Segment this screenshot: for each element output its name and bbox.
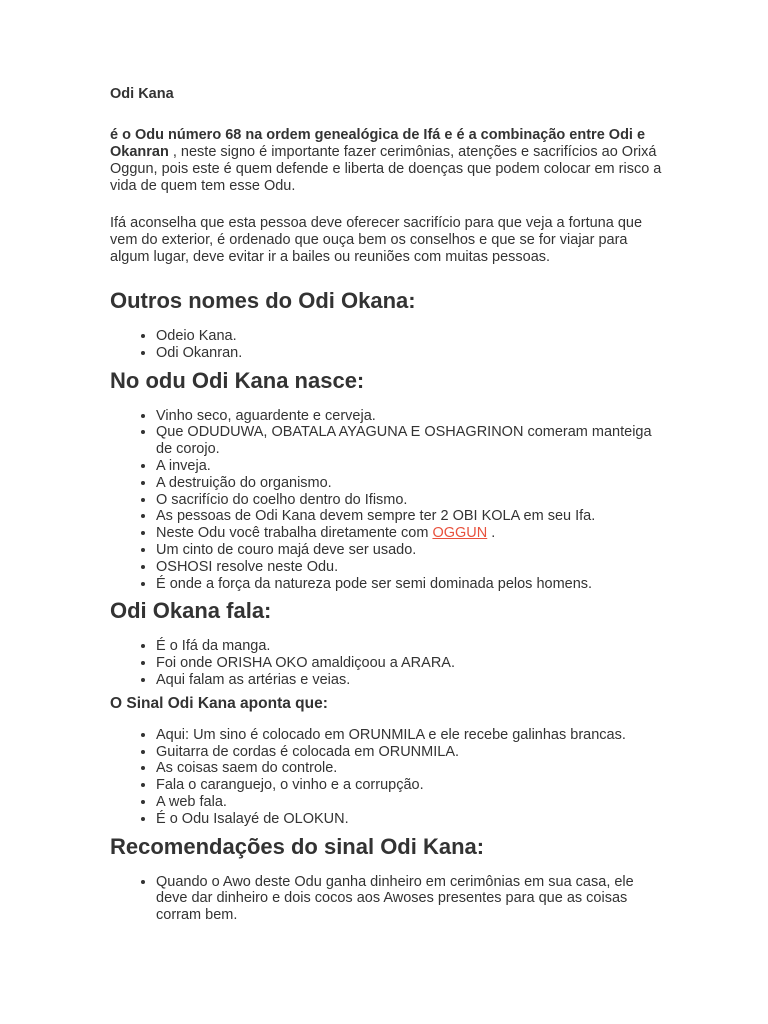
oggun-link[interactable]: OGGUN [432, 525, 488, 542]
list-item: • Quando o Awo deste Odu ganha dinheiro em cerimônias em sua casa, ele deve dar dinheiro e dois cocos aos Awoses presentes para que as coisas corram bem. [156, 874, 668, 924]
document-title: Odi Kana [110, 86, 174, 102]
list-item: • É o Odu Isalayé de OLOKUN. [156, 811, 668, 828]
list-fala [110, 638, 668, 688]
heading-sinal: O Sinal Odi Kana aponta que: [110, 694, 328, 712]
list-item: • Aqui falam as artérias e veias. [156, 672, 668, 689]
list-sinal [110, 727, 668, 828]
link-suffix-text: . [487, 525, 496, 542]
list-item: • Foi onde ORISHA OKO amaldiçoou a ARARA. [156, 655, 668, 672]
list-item: • Um cinto de couro majá deve ser usado. [156, 542, 668, 559]
list-outros-nomes [110, 328, 668, 362]
list-item: • OSHOSI resolve neste Odu. [156, 559, 668, 576]
list-item: • Odi Okanran. [156, 345, 668, 362]
list-item: • As coisas saem do controle. [156, 760, 668, 777]
list-item-with-link [156, 525, 668, 542]
list-item: • Que ODUDUWA, OBATALA AYAGUNA E OSHAGRINON comeram manteiga de corojo. [156, 424, 668, 458]
intro-paragraph [110, 127, 668, 195]
heading-fala: Odi Okana fala: [110, 598, 272, 624]
list-item: • O sacrifício do coelho dentro do Ifismo. [156, 492, 668, 509]
list-item: • As pessoas de Odi Kana devem sempre ter 2 OBI KOLA em seu Ifa. [156, 508, 668, 525]
list-item: • É onde a força da natureza pode ser semi dominada pelos homens. [156, 576, 668, 593]
list-item: • Guitarra de cordas é colocada em ORUNMILA. [156, 744, 668, 761]
list-item: • A destruição do organismo. [156, 475, 668, 492]
intro-rest-text: , neste signo é importante fazer cerimônias, atenções e sacrifícios ao Orixá Oggun, pois este é quem defende e liberta de doenças que podem colocar em risco a vida de quem tem esse Odu. [110, 144, 662, 194]
list-item: • A inveja. [156, 458, 668, 475]
heading-outros-nomes: Outros nomes do Odi Okana: [110, 288, 416, 313]
heading-nasce: No odu Odi Kana nasce: [110, 367, 365, 393]
heading-recomendacoes: Recomendações do sinal Odi Kana: [110, 833, 485, 859]
link-prefix-text: Neste Odu você trabalha diretamente com [156, 525, 433, 542]
list-item: • É o Ifá da manga. [156, 638, 668, 655]
list-nasce [110, 408, 668, 593]
list-item: • Vinho seco, aguardente e cerveja. [156, 408, 668, 425]
list-item: • Odeio Kana. [156, 328, 668, 345]
list-item: • Aqui: Um sino é colocado em ORUNMILA e ele recebe galinhas brancas. [156, 727, 668, 744]
list-recomendacoes [110, 874, 668, 924]
list-item: • A web fala. [156, 794, 668, 811]
list-item: • Fala o caranguejo, o vinho e a corrupção. [156, 777, 668, 794]
advice-paragraph: Ifá aconselha que esta pessoa deve oferecer sacrifício para que veja a fortuna que vem do exterior, é ordenado que ouça bem os conselhos e que se for viajar para algum lugar, deve evitar ir a bailes ou reuniões com muitas pessoas. [110, 215, 643, 265]
intro-bold-text: é o Odu número 68 na ordem genealógica de Ifá e é a combinação entre Odi e Okanran [110, 127, 646, 160]
